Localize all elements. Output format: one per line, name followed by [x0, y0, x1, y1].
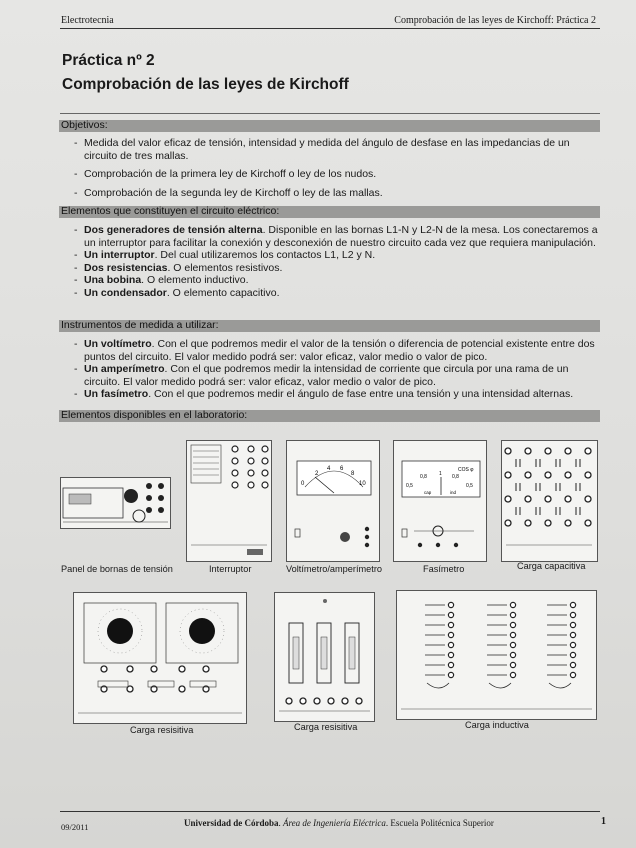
- scale-2: 2: [315, 471, 319, 477]
- item-text: . O elemento capacitivo.: [166, 286, 280, 299]
- item-text: . Con el que podremos medir el valor de la tensión o diferencia de potencial existente entre dos puntos del circuito. El valor medido podrá ser: valor eficaz, valor medio o valor de pico.: [84, 338, 595, 363]
- list-item: [74, 249, 600, 262]
- caption-voltimetro: Voltímetro/amperímetro: [286, 564, 382, 574]
- elementos-heading-bar: [59, 206, 600, 218]
- item-text: . Del cual utilizaremos los contactos L1, L2 y N.: [154, 249, 376, 262]
- objetivos-heading: Objetivos:: [61, 119, 108, 131]
- practice-subtitle: Comprobación de las leyes de Kirchoff: [62, 76, 349, 93]
- fasimetro-label: COS φ: [458, 467, 474, 473]
- header-rule: [60, 28, 600, 29]
- header-left: Electrotecnia: [61, 15, 114, 26]
- carga-inductiva-drawing: [397, 591, 596, 719]
- fas-scale-2: 0,8: [420, 474, 427, 480]
- interruptor-figure: [186, 440, 272, 562]
- item-bold: Un condensador: [84, 286, 167, 299]
- carga-capacitiva-drawing: [502, 441, 597, 561]
- footer-rule: [60, 811, 600, 812]
- item-text: . Disponible en las bornas L1-N y L2-N de la mesa. Los conectaremos a un interruptor para facilitar la conexión y desconexión de nuestro circuito cada vez que requiera manipulación.: [84, 224, 598, 249]
- carga-inductiva-figure: [396, 590, 597, 720]
- caption-panel: Panel de bornas de tensión: [61, 564, 173, 574]
- objetivos-list: [74, 137, 600, 205]
- footer-school: . Escuela Politécnica Superior: [385, 818, 494, 828]
- item-bold: Dos resistencias: [84, 261, 168, 274]
- footer-date: 09/2011: [61, 822, 89, 832]
- list-item: [74, 274, 600, 287]
- elementos-list: [74, 224, 600, 300]
- instrumentos-list: [74, 338, 600, 401]
- carga-resisitiva-2-drawing: [275, 593, 374, 721]
- caption-carga-resisitiva-2: Carga resisitiva: [294, 722, 358, 732]
- carga-resisitiva-1-figure: [73, 592, 247, 724]
- footer-area: Área de Ingeniería Eléctrica: [283, 818, 386, 828]
- list-item: [74, 287, 600, 300]
- fas-scale-5: 0,5: [466, 483, 473, 489]
- carga-resisitiva-2-figure: [274, 592, 375, 722]
- page-number: 1: [601, 816, 606, 827]
- list-item: [74, 338, 600, 363]
- item-bold: Un interruptor: [84, 249, 155, 262]
- instrumentos-heading-bar: [59, 320, 600, 332]
- list-item: [74, 262, 600, 275]
- fas-scale-3: 1: [439, 471, 442, 477]
- fas-scale-4: 0,8: [452, 474, 459, 480]
- panel-bornas-figure: [60, 477, 171, 529]
- carga-resisitiva-1-drawing: [74, 593, 246, 723]
- fasimetro-drawing: [394, 441, 486, 561]
- scale-4: 4: [327, 466, 331, 472]
- carga-capacitiva-figure: [501, 440, 598, 562]
- caption-interruptor: Interruptor: [209, 564, 252, 574]
- item-bold: Dos generadores de tensión alterna: [84, 224, 263, 236]
- fas-side-cap: cap: [424, 490, 432, 495]
- title-rule: [60, 113, 600, 114]
- list-item: - Comprobación de la segunda ley de Kirchoff o ley de las mallas.: [74, 187, 600, 200]
- scale-0: 0: [301, 481, 305, 487]
- elementos-heading: Elementos que constituyen el circuito eléctrico:: [61, 205, 280, 217]
- scale-8: 8: [351, 471, 355, 477]
- voltimetro-figure: [286, 440, 380, 562]
- list-item: [74, 363, 600, 388]
- instrumentos-heading: Instrumentos de medida a utilizar:: [61, 319, 219, 331]
- item-text: . Con el que podremos medir el ángulo de fase entre una tensión y una intensidad alternas.: [148, 388, 574, 401]
- caption-fasimetro: Fasímetro: [423, 564, 465, 574]
- objetivos-heading-bar: [59, 120, 600, 132]
- list-item: - Comprobación de la primera ley de Kirchoff o ley de los nudos.: [74, 168, 600, 181]
- footer-institution: Universidad de Córdoba: [184, 818, 279, 828]
- practice-title: Práctica nº 2: [62, 52, 155, 69]
- list-item: - Medida del valor eficaz de tensión, intensidad y medida del ángulo de desfase en las impedancias de un circuito de tres mallas.: [74, 137, 600, 162]
- list-item: [74, 224, 600, 249]
- scale-10: 10: [359, 481, 366, 487]
- item-bold: Un voltímetro: [84, 338, 152, 350]
- header-right: Comprobación de las leyes de Kirchoff: Práctica 2: [394, 15, 596, 26]
- fas-scale-1: 0,5: [406, 483, 413, 489]
- item-bold: Un amperímetro: [84, 363, 165, 376]
- laboratorio-heading: Elementos disponibles en el laboratorio:: [61, 409, 248, 421]
- panel-bornas-drawing: [61, 478, 170, 528]
- item-bold: Un fasímetro: [84, 388, 149, 401]
- item-text: . O elementos resistivos.: [167, 261, 283, 274]
- voltimetro-drawing: [287, 441, 379, 561]
- caption-carga-capacitiva: Carga capacitiva: [517, 561, 586, 571]
- interruptor-drawing: [187, 441, 271, 561]
- fas-side-ind: ind: [450, 490, 457, 495]
- list-item: [74, 388, 600, 401]
- fasimetro-figure: [393, 440, 487, 562]
- laboratorio-heading-bar: [59, 410, 600, 422]
- caption-carga-inductiva: Carga inductiva: [465, 720, 529, 730]
- scale-6: 6: [340, 466, 344, 472]
- footer-credits: Universidad de Córdoba. Área de Ingeniería Eléctrica. Escuela Politécnica Superior: [184, 818, 494, 828]
- item-text: . Con el que podremos medir la intensidad de corriente que circula por una rama de un circuito. El valor medido podrá ser: valor eficaz, valor medio o valor de pico.: [84, 363, 569, 388]
- item-bold: Una bobina: [84, 274, 142, 287]
- caption-carga-resisitiva-1: Carga resisitiva: [130, 725, 194, 735]
- item-text: . O elemento inductivo.: [141, 274, 249, 287]
